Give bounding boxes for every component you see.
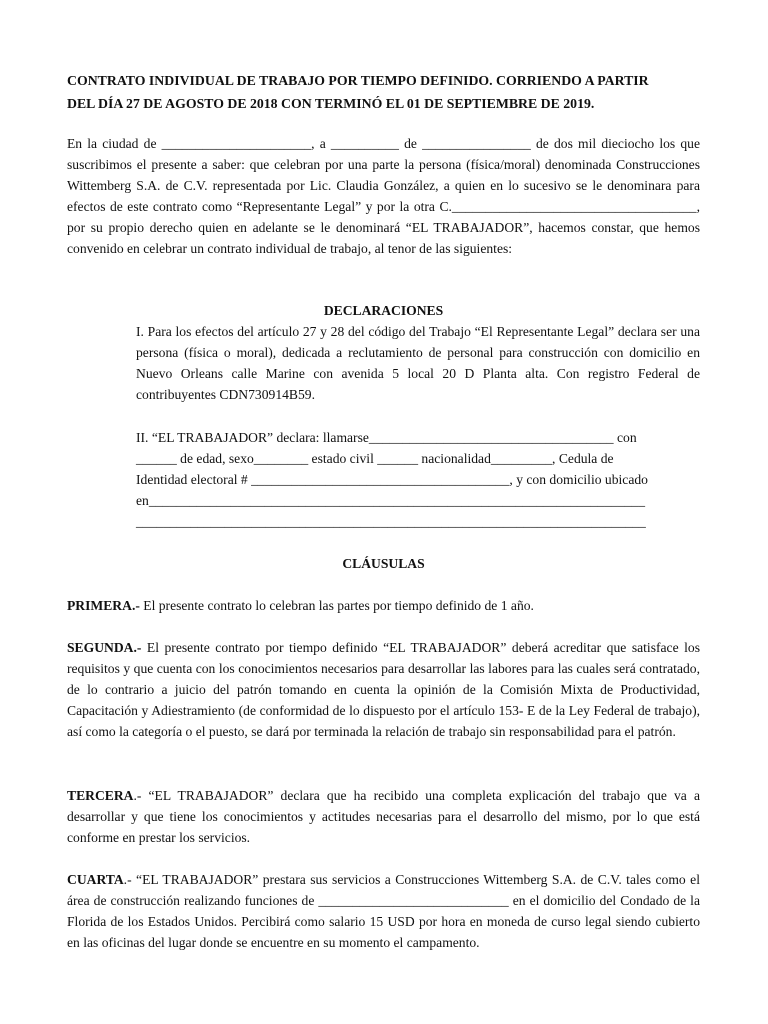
declaracion-2 (136, 427, 700, 532)
clausula-primera-label: PRIMERA.- (67, 598, 140, 613)
clausula-primera-text: El presente contrato lo celebran las partes por tiempo definido de 1 año. (139, 598, 534, 613)
clausula-segunda-text: El presente contrato por tiempo definido “EL TRABAJADOR” deberá acreditar que satisface los requisitos y que cuenta con los conocimientos necesarios para desarrollar las labores para las cuales será contratado, de lo contrario a juicio del patrón tomando en cuenta la opinión de la Comisión Mixta de Productividad, Capacitación y Adiestramiento (de conformidad de lo dispuesto por el artículo 153- E de la Ley Federal de trabajo), así como la categoría o el puesto, se dará por terminada la relación de trabajo sin responsabilidad para el patrón. (67, 640, 700, 739)
clausula-primera (67, 595, 700, 616)
title-line-1: CONTRATO INDIVIDUAL DE TRABAJO POR TIEMPO DEFINIDO. CORRIENDO A PARTIR (67, 73, 649, 88)
declaracion-2-line-3: Identidad electoral # ______________________________________, y con domicilio ubicado (136, 472, 648, 487)
declaraciones-heading: DECLARACIONES (323, 303, 444, 318)
clausula-cuarta-text: .- “EL TRABAJADOR” prestara sus servicios a Construcciones Wittemberg S.A. de C.V. tales como el área de construcción realizando funciones de ____________________________ en el domicilio del Condado de la Florida de los Estados Unidos. Percibirá como salario 15 USD por hora en moneda de curso legal siendo cubierto en las oficinas del lugar donde se encuentre en su momento el campamento. (67, 872, 700, 950)
clausula-tercera-text: .- “EL TRABAJADOR” declara que ha recibido una completa explicación del trabajo que va a desarrollar y que tiene los conocimientos y actitudes necesarias para el desarrollo del mismo, por lo que está conforme en prestar los servicios. (67, 788, 700, 845)
clausula-tercera-label: TERCERA (67, 788, 134, 803)
intro-paragraph: En la ciudad de ______________________, a __________ de ________________ de dos mil dieciocho los que suscribimos el presente a saber: que celebran por una parte la persona (física/moral) denominada Construcciones Wittemberg S.A. de C.V. representada por Lic. Claudia González, a quien en lo sucesivo se le denominara para efectos de este contrato como “Representante Legal” y por la otra C.____________________________________, por su propio derecho quien en adelante se le denominará “EL TRABAJADOR”, hacemos constar, que hemos convenido en celebrar un contrato individual de trabajo, al tenor de las siguientes: (67, 136, 700, 256)
clausula-cuarta (67, 869, 700, 953)
title-line-2: DEL DÍA 27 DE AGOSTO DE 2018 CON TERMINÓ EL 01 DE SEPTIEMBRE DE 2019. (67, 96, 595, 111)
clausula-tercera (67, 785, 700, 848)
clausulas-heading: CLÁUSULAS (342, 556, 425, 571)
clausula-segunda (67, 637, 700, 742)
clausula-cuarta-label: CUARTA (67, 872, 124, 887)
declaracion-2-line-1: II. “EL TRABAJADOR” declara: llamarse____________________________________ con (136, 430, 637, 445)
contract-title (67, 69, 700, 115)
declaracion-1: I. Para los efectos del artículo 27 y 28 del código del Trabajo “El Representante Legal” declara ser una persona (física o moral), dedicada a reclutamiento de personal para construcción con domicilio en Nuevo Orleans calle Marine con avenida 5 local 20 D Planta alta. Con registro Federal de contribuyentes CDN730914B59. (136, 324, 700, 402)
declaracion-2-line-2: ______ de edad, sexo________ estado civil ______ nacionalidad_________, Cedula de (136, 451, 614, 466)
declaracion-2-line-4: en_________________________________________________________________________ (136, 493, 646, 508)
declaracion-2-line-5: ___________________________________________________________________________ (136, 514, 646, 529)
clausula-segunda-label: SEGUNDA.- (67, 640, 142, 655)
